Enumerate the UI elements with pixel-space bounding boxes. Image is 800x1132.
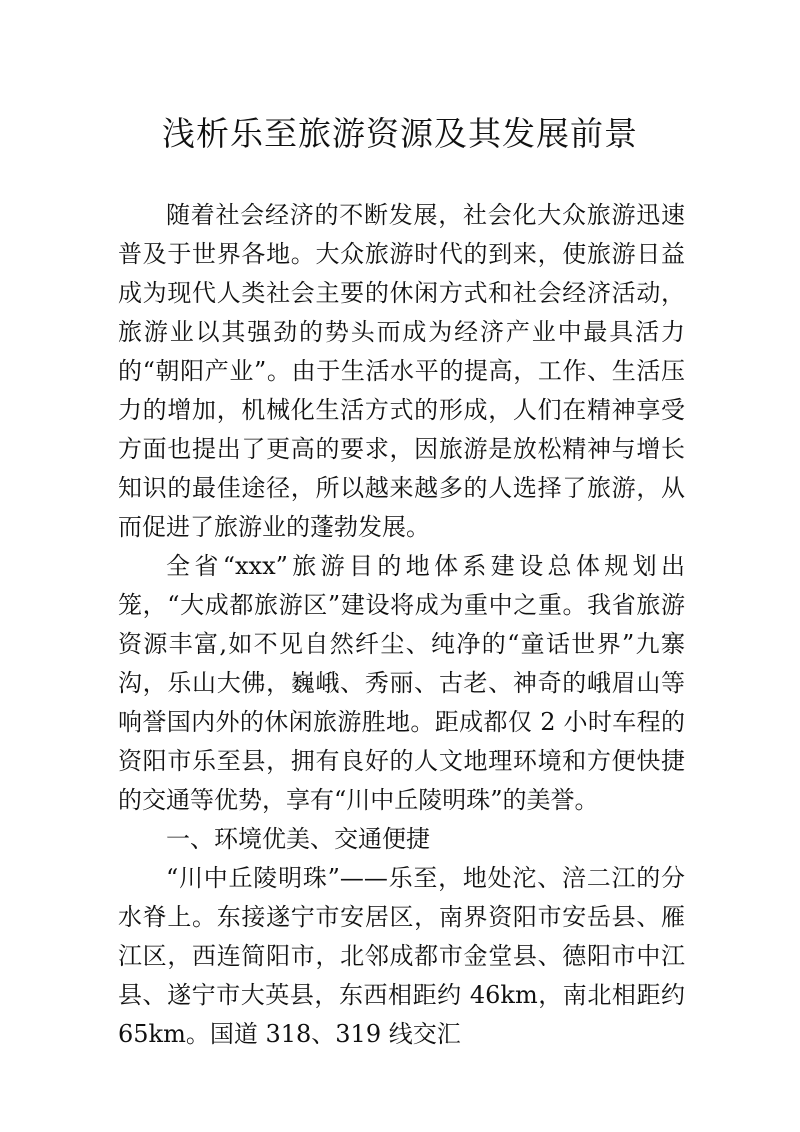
paragraph-intro: 随着社会经济的不断发展，社会化大众旅游迅速普及于世界各地。大众旅游时代的到来，使旅游日益成为现代人类社会主要的休闲方式和社会经济活动，旅游业以其强劲的势头而成为经济产业中最具活力的“朝阳产业”。由于生活水平的提高，工作、生活压力的增加，机械化生活方式的形成，人们在精神享受方面也提出了更高的要求，因旅游是放松精神与增长知识的最佳途径，所以越来越多的人选择了旅游，从而促进了旅游业的蓬勃发展。 [118,201,685,541]
paragraph-location: “川中丘陵明珠”——乐至，地处沱、涪二江的分水脊上。东接遂宁市安居区，南界资阳市安岳县、雁江区，西连简阳市，北邻成都市金堂县、德阳市中江县、遂宁市大英县，东西相距约 46km，南北相距约 65km。国道 318、319 线交汇 [118,864,685,1048]
section-heading: 一、环境优美、交通便捷 [166,825,430,853]
document-body [118,196,685,1054]
paragraph-province-planning: 全省“xxx”旅游目的地体系建设总体规划出笼，“大成都旅游区”建设将成为重中之重。我省旅游资源丰富,如不见自然纤尘、纯净的“童话世界”九寨沟，乐山大佛，巍峨、秀丽、古老、神奇的峨眉山等响誉国内外的休闲旅游胜地。距成都仅 2 小时车程的资阳市乐至县，拥有良好的人文地理环境和方便快捷的交通等优势，享有“川中丘陵明珠”的美誉。 [118,552,685,814]
document-title: 浅析乐至旅游资源及其发展前景 [162,114,638,154]
